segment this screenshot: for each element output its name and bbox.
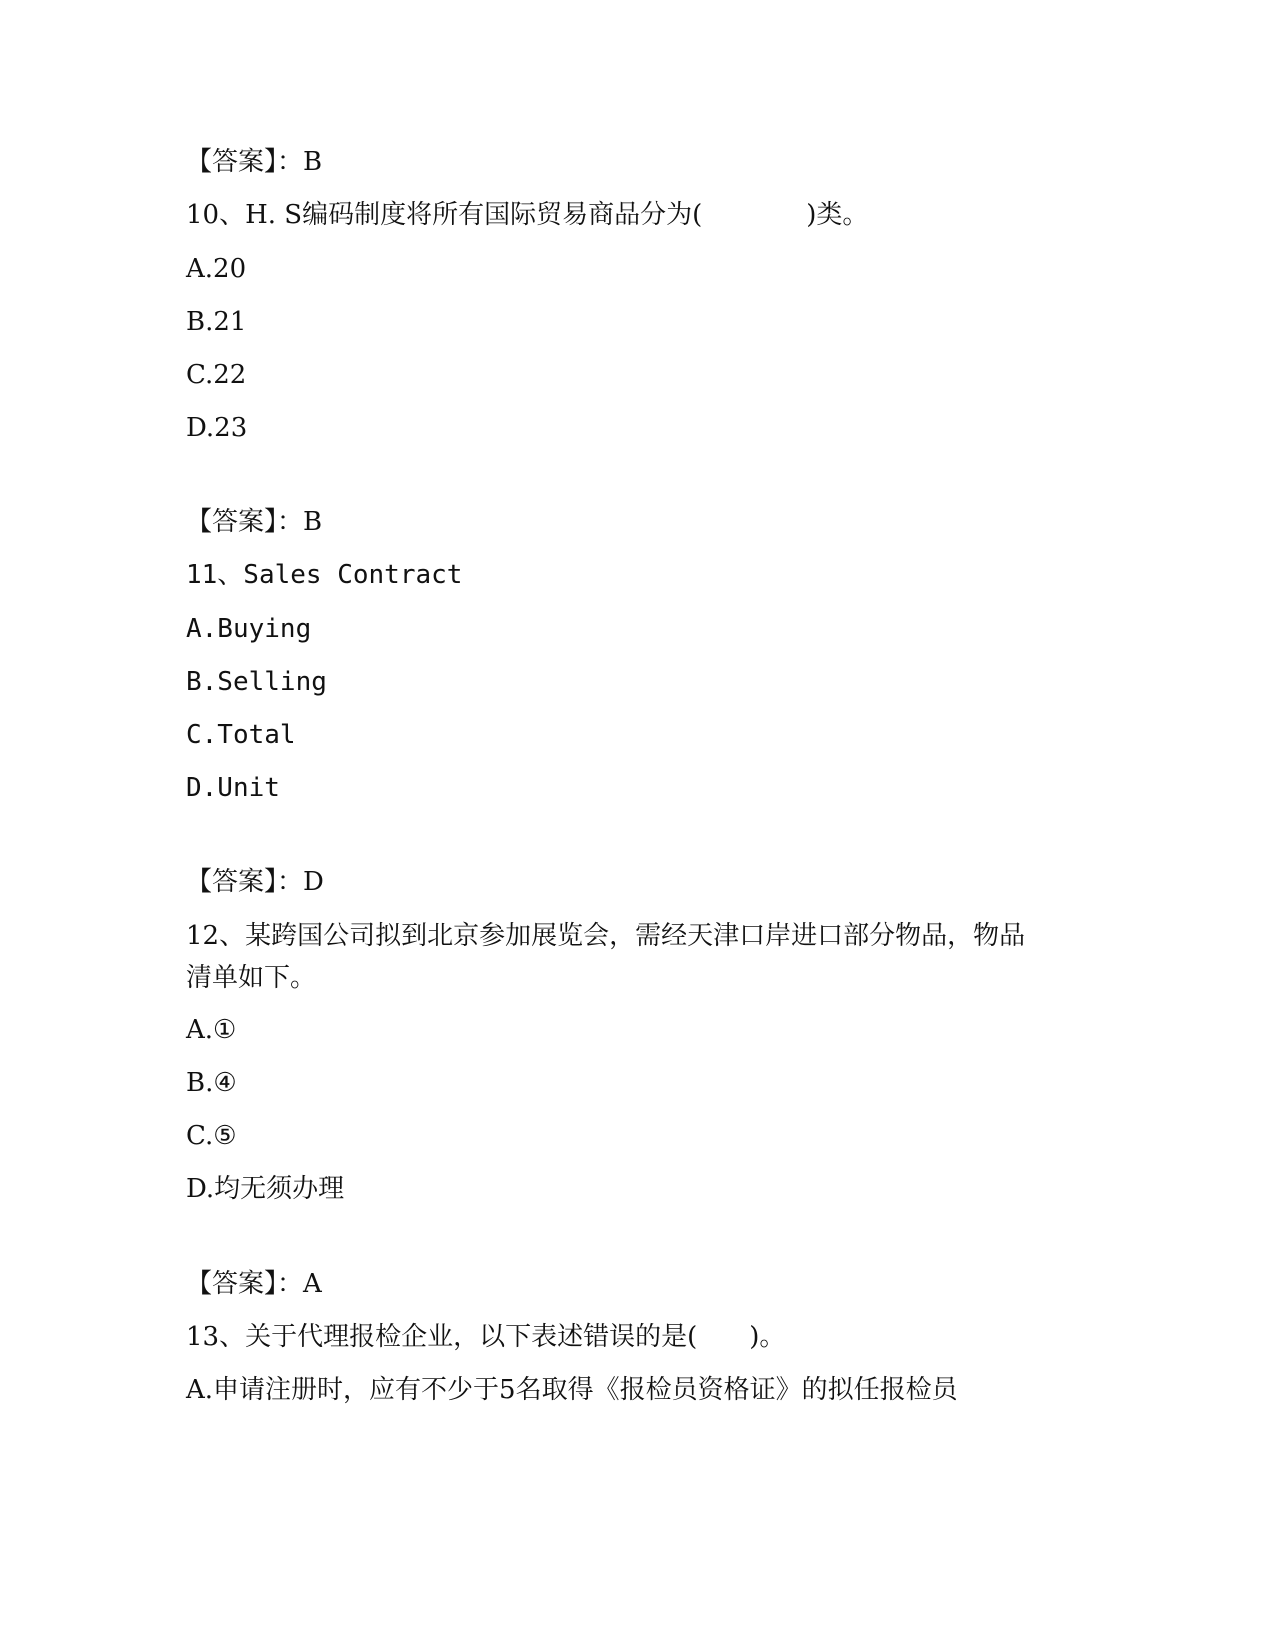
option-b: B.Selling: [186, 667, 327, 697]
option-d: D.均无须办理: [186, 1174, 345, 1204]
question-12: 12、某跨国公司拟到北京参加展览会，需经天津口岸进口部分物品，物品清单如下。: [186, 921, 1026, 993]
answer-line: 【答案】：B: [186, 147, 323, 177]
option-a: A.①: [186, 1015, 237, 1045]
option-b: B.21: [186, 307, 247, 337]
option-a: A.申请注册时，应有不少于5名取得《报检员资格证》的拟任报检员: [186, 1375, 958, 1405]
answer-line: 【答案】：B: [186, 507, 323, 537]
option-d: D.23: [186, 413, 248, 443]
question-11: 11、Sales Contract: [186, 560, 463, 590]
option-a: A.Buying: [186, 614, 312, 644]
option-c: C.Total: [186, 720, 296, 750]
question-10: 10、H. S编码制度将所有国际贸易商品分为( )类。: [186, 200, 869, 230]
question-13: 13、关于代理报检企业，以下表述错误的是( )。: [186, 1322, 786, 1352]
option-c: C.22: [186, 360, 247, 390]
option-d: D.Unit: [186, 773, 280, 803]
answer-line: 【答案】：D: [186, 867, 324, 897]
option-a: A.20: [186, 254, 247, 284]
option-c: C.⑤: [186, 1121, 237, 1151]
option-b: B.④: [186, 1068, 237, 1098]
answer-line: 【答案】：A: [186, 1269, 322, 1299]
